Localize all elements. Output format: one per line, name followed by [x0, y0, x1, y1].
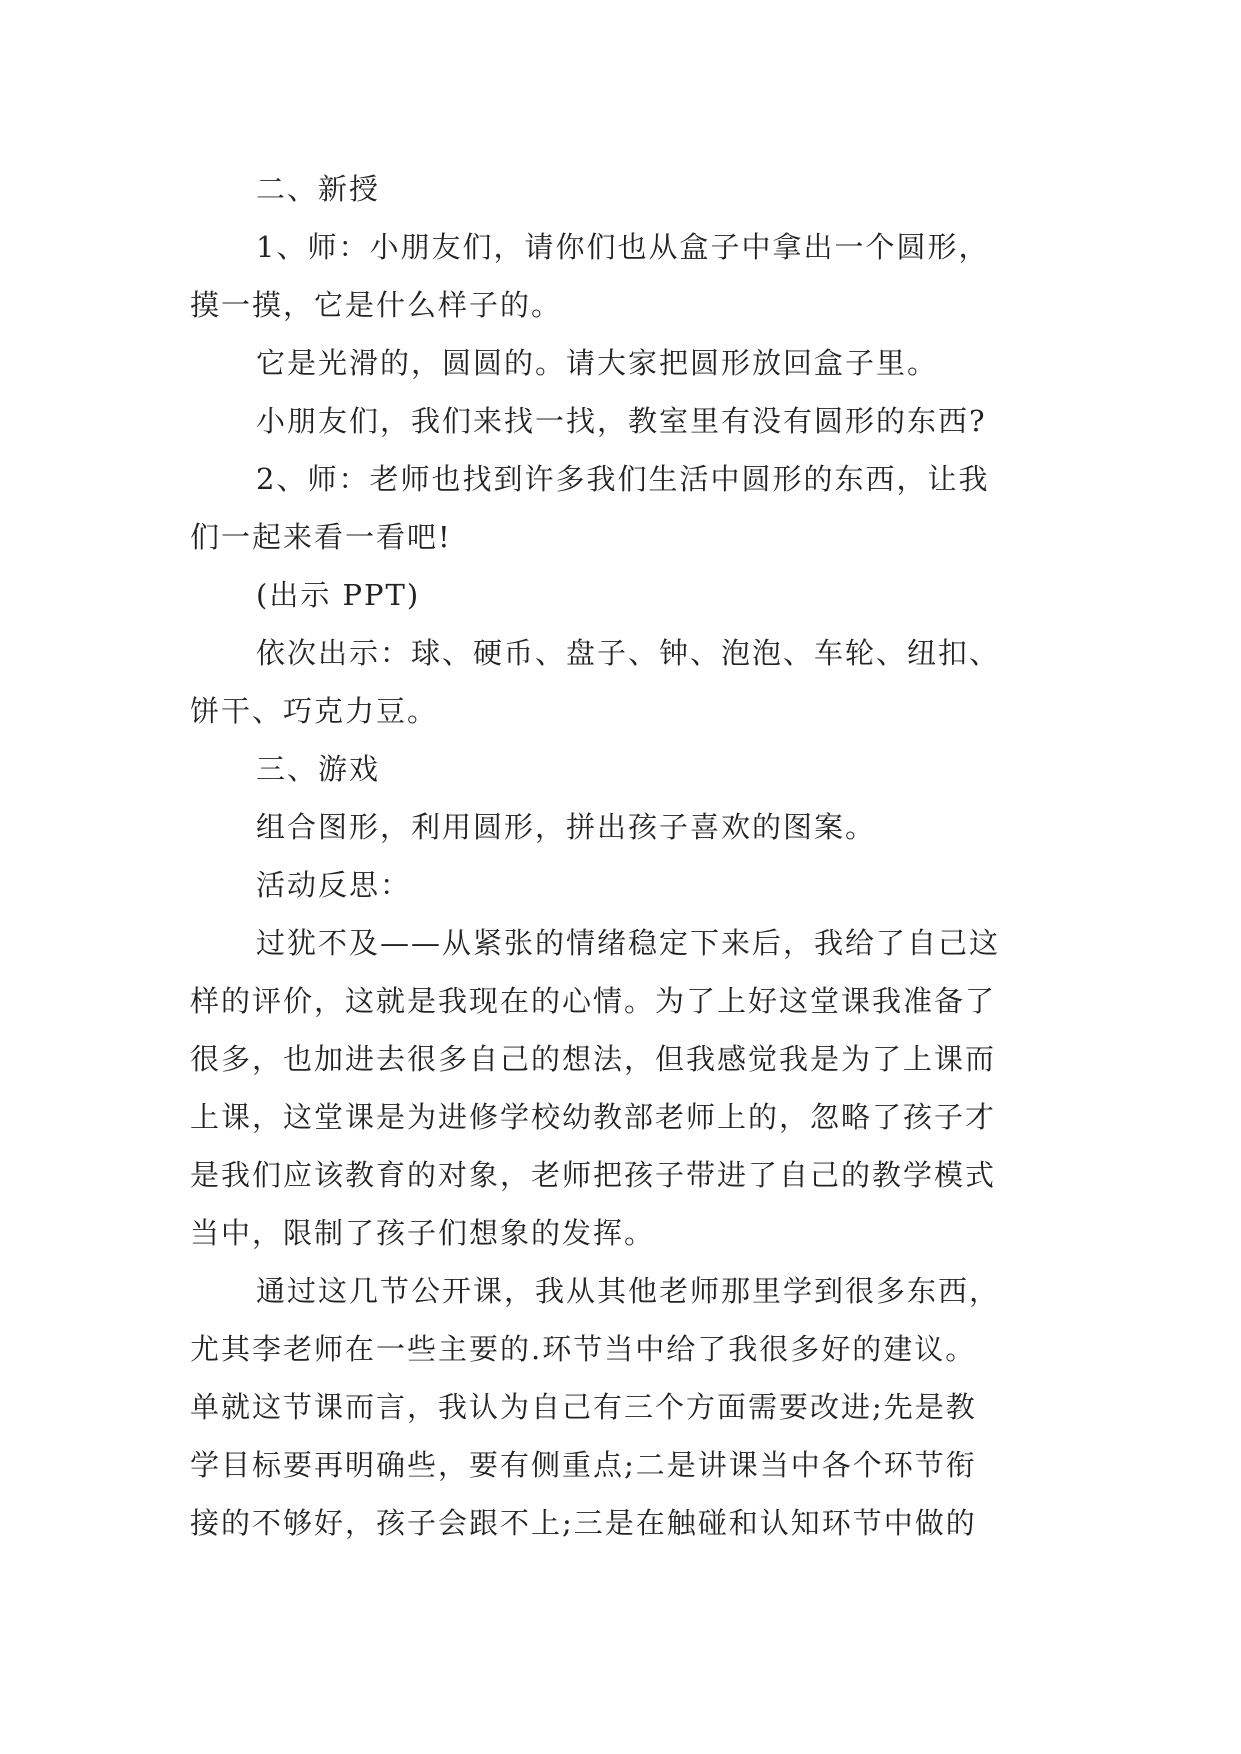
text-line: 单就这节课而言，我认为自己有三个方面需要改进;先是教	[190, 1390, 977, 1424]
text-line: 1、师：小朋友们，请你们也从盒子中拿出一个圆形，	[256, 230, 990, 264]
text-line: 活动反思：	[256, 868, 412, 902]
text-line: 接的不够好，孩子会跟不上;三是在触碰和认知环节中做的	[190, 1506, 977, 1540]
paragraph-show-ppt	[190, 566, 1070, 624]
text-line: 是我们应该教育的对象，老师把孩子带进了自己的教学模式	[190, 1158, 997, 1192]
paragraph-teacher-step-2	[190, 450, 1070, 566]
text-line: 小朋友们，我们来找一找，教室里有没有圆形的东西?	[256, 404, 987, 438]
text-line: 依次出示：球、硬币、盘子、钟、泡泡、车轮、纽扣、	[256, 636, 1001, 670]
text-line: 三、游戏	[256, 752, 381, 786]
heading-game	[190, 740, 1070, 798]
text-line: 二、新授	[256, 172, 381, 206]
paragraph-combine-shapes	[190, 798, 1070, 856]
text-line: 过犹不及——从紧张的情绪稳定下来后，我给了自己这	[256, 926, 1001, 960]
text-line: 当中，限制了孩子们想象的发挥。	[190, 1216, 656, 1250]
text-line: 们一起来看一看吧!	[190, 520, 452, 554]
paragraph-reflection-2	[190, 1262, 1070, 1552]
text-line: 通过这几节公开课，我从其他老师那里学到很多东西，	[256, 1274, 1001, 1308]
text-line: 组合图形，利用圆形，拼出孩子喜欢的图案。	[256, 810, 877, 844]
paragraph-teacher-step-1	[190, 218, 1070, 334]
text-line: 摸一摸，它是什么样子的。	[190, 288, 563, 322]
text-line: 饼干、巧克力豆。	[190, 694, 439, 728]
paragraph-smooth-round	[190, 334, 1070, 392]
document-body	[190, 160, 1070, 1552]
text-line: 它是光滑的，圆圆的。请大家把圆形放回盒子里。	[256, 346, 939, 380]
heading-reflection	[190, 856, 1070, 914]
paragraph-reflection-1	[190, 914, 1070, 1262]
text-line: 学目标要再明确些，要有侧重点;二是讲课当中各个环节衔	[190, 1448, 977, 1482]
text-line: 尤其李老师在一些主要的.环节当中给了我很多好的建议。	[190, 1332, 977, 1366]
paragraph-show-items	[190, 624, 1070, 740]
text-line: 样的评价，这就是我现在的心情。为了上好这堂课我准备了	[190, 984, 997, 1018]
paragraph-find-circles	[190, 392, 1070, 450]
heading-new-lesson	[190, 160, 1070, 218]
text-line: 很多，也加进去很多自己的想法，但我感觉我是为了上课而	[190, 1042, 997, 1076]
text-line: 2、师：老师也找到许多我们生活中圆形的东西，让我	[256, 462, 990, 496]
text-line: (出示 PPT)	[256, 578, 421, 612]
text-line: 上课，这堂课是为进修学校幼教部老师上的，忽略了孩子才	[190, 1100, 997, 1134]
